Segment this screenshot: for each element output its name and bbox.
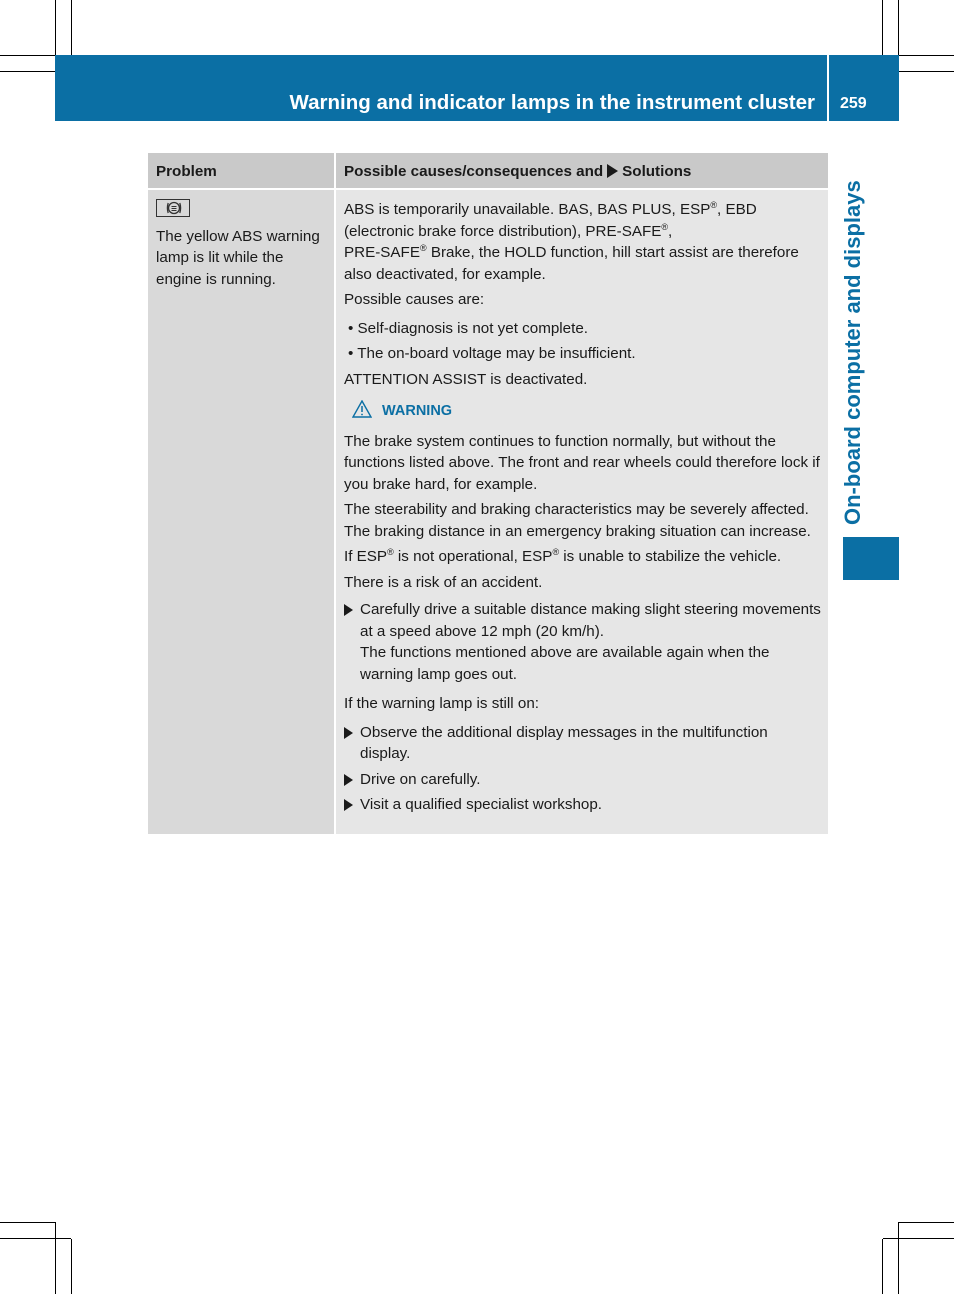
registered-mark: ®: [661, 221, 669, 232]
crop-mark: [0, 71, 55, 72]
crop-mark: [882, 1239, 883, 1294]
header-bar: [55, 55, 827, 121]
text-segment: is unable to stabilize the vehicle.: [559, 548, 782, 565]
warning-heading: [352, 400, 822, 423]
crop-mark: [883, 1238, 954, 1239]
still-on-label: If the warning lamp is still on:: [344, 695, 539, 712]
solutions-cell: [335, 189, 828, 834]
crop-mark: [899, 71, 954, 72]
arrow-icon: [344, 799, 353, 811]
page-number-box: [829, 55, 899, 121]
crop-mark: [71, 1239, 72, 1294]
text-segment: PRE-SAFE: [344, 244, 420, 261]
lamp-table: [148, 153, 828, 834]
crop-mark: [0, 55, 55, 56]
crop-mark: [882, 0, 883, 55]
arrow-icon: [344, 604, 353, 616]
possible-causes-label: Possible causes are:: [344, 291, 485, 308]
crop-mark: [0, 1222, 55, 1223]
attention-assist-paragraph: ATTENTION ASSIST is deactivated.: [344, 370, 588, 388]
abs-warning-lamp-icon: [156, 199, 190, 217]
step-note: The functions mentioned above are available again when the warning lamp goes out.: [360, 644, 770, 683]
crop-mark: [0, 1238, 71, 1239]
warning-paragraph: The brake system continues to function normally, but without the functions listed above. The front and rear wheels could therefore lock if you brake hard, for example.: [344, 432, 820, 493]
list-item: • Self-diagnosis is not yet complete.: [348, 319, 588, 337]
page-number: 259: [840, 95, 867, 112]
list-item: • The on-board voltage may be insufficient.: [348, 345, 636, 362]
section-tab-marker: [843, 537, 899, 580]
table-header-row: [148, 153, 828, 189]
step-text: Visit a qualified specialist workshop.: [360, 796, 602, 813]
registered-mark: ®: [387, 546, 394, 557]
registered-mark: ®: [552, 546, 560, 557]
instruction-step: [344, 769, 822, 791]
crop-mark: [55, 1222, 56, 1294]
text-segment: , EBD (electronic brake force distribution), PRE-SAFE: [344, 201, 757, 240]
risk-paragraph: There is a risk of an accident.: [344, 573, 543, 591]
registered-mark: ®: [419, 242, 427, 253]
table-row: [148, 189, 828, 834]
crop-mark: [71, 0, 72, 55]
arrow-icon: [607, 164, 618, 178]
crop-mark: [898, 1222, 899, 1294]
step-text: Drive on carefully.: [360, 770, 481, 788]
column-header-solutions-label: Solutions: [622, 163, 692, 181]
crop-mark: [899, 1222, 954, 1223]
warning-paragraph: The steerability and braking characteristics may be severely affected. The braking distance in an emergency braking situation can increase.: [344, 501, 811, 540]
arrow-icon: [344, 727, 353, 739]
arrow-icon: [344, 774, 353, 786]
instruction-step: [344, 794, 822, 816]
step-text: Carefully drive a suitable distance making slight steering movements at a speed above 12 mph (20 km/h).: [360, 601, 821, 640]
column-header-problem: Problem: [148, 153, 335, 189]
text-segment: ABS is temporarily unavailable. BAS, BAS PLUS, ESP: [344, 201, 711, 218]
text-segment: is not operational, ESP: [393, 548, 553, 565]
problem-cell: [148, 189, 335, 834]
text-segment: ,: [668, 222, 673, 240]
instruction-step: [344, 722, 822, 765]
section-side-label: On-board computer and displays: [840, 180, 865, 525]
text-segment: If ESP: [344, 548, 388, 565]
warning-label: WARNING: [382, 403, 453, 419]
page-title: Warning and indicator lamps in the instrument cluster: [289, 91, 815, 114]
abs-unavailable-paragraph: [344, 199, 822, 285]
text-segment: Brake, the HOLD function, hill start assist are therefore also deactivated, for example.: [344, 244, 799, 283]
column-header-causes-label: Possible causes/consequences and: [344, 163, 604, 181]
column-header-solutions: [335, 153, 828, 189]
problem-description: The yellow ABS warning lamp is lit while the engine is running.: [156, 227, 320, 288]
registered-mark: ®: [710, 199, 717, 210]
instruction-step: [344, 599, 822, 685]
warning-triangle-icon: [352, 400, 372, 418]
crop-mark: [899, 55, 954, 56]
step-text: Observe the additional display messages in the multifunction display.: [360, 723, 768, 762]
warning-paragraph: [344, 546, 822, 568]
